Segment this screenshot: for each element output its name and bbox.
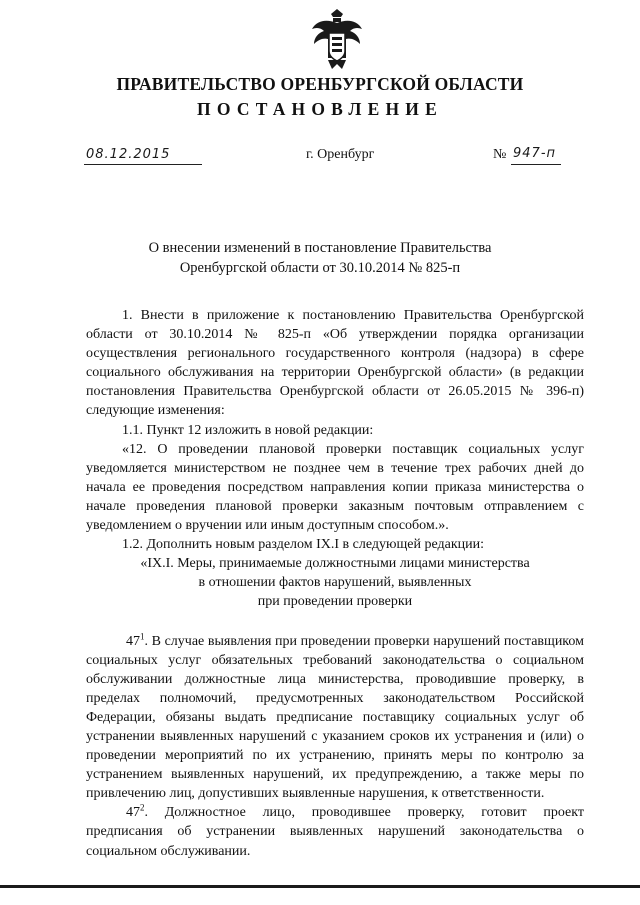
paragraph-number: 47: [126, 805, 140, 821]
paragraph-number: 47: [126, 633, 140, 649]
bottom-border: [0, 885, 640, 888]
superscript: 1: [140, 630, 145, 641]
section-heading-line-1: «IX.I. Меры, принимаемые должностными лицами министерства: [140, 556, 530, 572]
document-type: ПОСТАНОВЛЕНИЕ: [197, 99, 443, 119]
paragraph-text: . В случае выявления при проведении проверки нарушений поставщиком социальных услуг обязательных требований законодательства о социальном обслуживании должностные лица министерства, проводившие проверку, в пределах полномочий, предусмотренных законодательством Российской Федерации, обязаны выдать предписание поставщику социальных услуг об устранении выявленных нарушений с указанием сроков их устранения и (или) о проведении мероприятий по их устранению, принять меры по контролю за устранением выявленных нарушений, их предупреждению, а также меры по привлечению лиц, допустивших выявленные нарушения, к ответственности.: [86, 633, 584, 802]
paragraph-12-quote: «12. О проведении плановой проверки поставщик социальных услуг уведомляется министерством не позднее чем в течение трех рабочих дней до начала ее проведения посредством направления копии приказа министерства о начале проведения плановой проверки заказным почтовым отправлением с уведомлением о вручении или иным доступным способом.».: [86, 441, 584, 534]
decree-body: [86, 306, 584, 861]
paragraph-1-1: 1.1. Пункт 12 изложить в новой редакции:: [122, 422, 374, 438]
decree-number: 947-п: [513, 146, 557, 161]
paragraph-47-1: [86, 632, 584, 804]
subject-line-1: О внесении изменений в постановление Правительства: [148, 240, 492, 256]
government-name: ПРАВИТЕЛЬСТВО ОРЕНБУРГСКОЙ ОБЛАСТИ: [116, 74, 524, 94]
number-underline: [511, 164, 561, 165]
paragraph-1-2: 1.2. Дополнить новым разделом IX.I в следующей редакции:: [122, 537, 484, 553]
superscript: 2: [140, 802, 145, 813]
city: г. Оренбург: [306, 147, 375, 162]
coat-of-arms-icon: [310, 8, 364, 70]
paragraph-text: . Должностное лицо, проводившее проверку, готовит проект предписания об устранении выявленных нарушений законодательства о социальном обслуживании.: [86, 805, 584, 859]
date-underline: [84, 164, 202, 165]
spacer: [86, 612, 584, 632]
section-heading-line-3: при проведении проверки: [257, 594, 413, 610]
decree-date: 08.12.2015: [86, 147, 171, 162]
number-sign: №: [493, 147, 507, 162]
section-heading-line-2: в отношении фактов нарушений, выявленных: [198, 575, 472, 591]
paragraph-47-2: [86, 803, 584, 860]
subject-line-2: Оренбургской области от 30.10.2014 № 825-п: [179, 259, 461, 276]
decree-subject: [0, 239, 640, 278]
paragraph-1: 1. Внести в приложение к постановлению Правительства Оренбургской области от 30.10.2014 № 825-п «Об утверждении порядка организации осуществления регионального государственного контроля (надзора) в сфере социального обслуживания на территории Оренбургской области» (в редакции постановления Правительства Оренбургской области от 26.05.2015 № 396-п) следующие изменения:: [86, 308, 584, 419]
